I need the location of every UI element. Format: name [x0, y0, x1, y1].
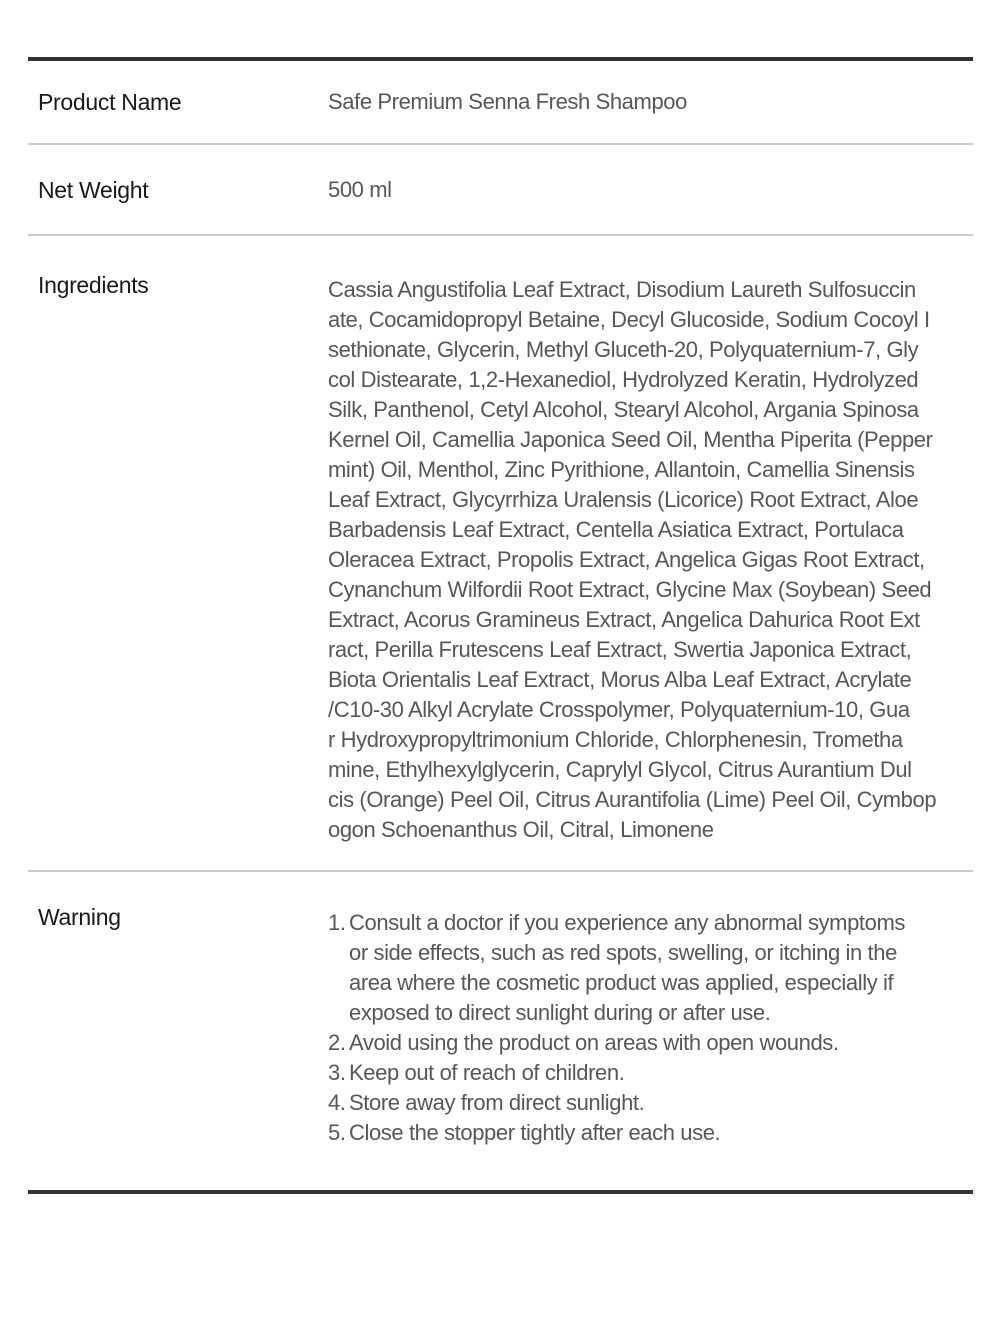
warning-item-number: 5.	[328, 1120, 346, 1145]
warning-item-line: Store away from direct sunlight.	[349, 1090, 645, 1115]
warning-item-number: 4.	[328, 1090, 346, 1115]
ingredients-line: cis (Orange) Peel Oil, Citrus Aurantifolia (Lime) Peel Oil, Cymbop	[328, 787, 937, 812]
net-weight-value: 500 ml	[328, 176, 392, 202]
warning-item-line: or side effects, such as red spots, swelling, or itching in the	[349, 940, 897, 965]
warning-item-line: Close the stopper tightly after each use.	[349, 1120, 721, 1145]
ingredients-line: Extract, Acorus Gramineus Extract, Angelica Dahurica Root Ext	[328, 607, 920, 632]
warning-item-line: Keep out of reach of children.	[349, 1060, 625, 1085]
warning-item-number: 2.	[328, 1030, 346, 1055]
ingredients-line: Silk, Panthenol, Cetyl Alcohol, Stearyl Alcohol, Argania Spinosa	[328, 397, 919, 422]
warning-item	[328, 1118, 973, 1148]
ingredients-line: mine, Ethylhexylglycerin, Caprylyl Glycol, Citrus Aurantium Dul	[328, 757, 912, 782]
net-weight-label: Net Weight	[38, 176, 149, 203]
warning-item-line: Avoid using the product on areas with open wounds.	[349, 1030, 839, 1055]
product-name-label: Product Name	[38, 89, 182, 115]
ingredients-line: r Hydroxypropyltrimonium Chloride, Chlorphenesin, Trometha	[328, 727, 903, 752]
warning-item-number: 1.	[328, 910, 346, 935]
ingredients-line: Cassia Angustifolia Leaf Extract, Disodium Laureth Sulfosuccin	[328, 277, 916, 302]
ingredients-line: Oleracea Extract, Propolis Extract, Angelica Gigas Root Extract,	[328, 547, 925, 572]
warning-item	[328, 908, 973, 1028]
warning-item-text	[349, 1028, 973, 1058]
row-warning	[28, 872, 973, 1190]
warning-item	[328, 1088, 973, 1118]
ingredients-text	[328, 236, 973, 870]
row-ingredients	[28, 236, 973, 872]
ingredients-line: mint) Oil, Menthol, Zinc Pyrithione, Allantoin, Camellia Sinensis	[328, 457, 915, 482]
warning-label: Warning	[38, 904, 121, 930]
ingredients-line: ogon Schoenanthus Oil, Citral, Limonene	[328, 817, 714, 842]
ingredients-line: ract, Perilla Frutescens Leaf Extract, Swertia Japonica Extract,	[328, 637, 912, 662]
warning-item-text	[349, 1058, 973, 1088]
row-net-weight	[28, 145, 973, 236]
warning-list	[328, 872, 973, 1190]
warning-item-line: area where the cosmetic product was applied, especially if	[349, 970, 894, 995]
ingredients-line: col Distearate, 1,2-Hexanediol, Hydrolyzed Keratin, Hydrolyzed	[328, 367, 919, 392]
warning-item	[328, 1058, 973, 1088]
ingredients-line: Cynanchum Wilfordii Root Extract, Glycine Max (Soybean) Seed	[328, 577, 932, 602]
ingredients-line: Leaf Extract, Glycyrrhiza Uralensis (Licorice) Root Extract, Aloe	[328, 487, 919, 512]
warning-item-line: Consult a doctor if you experience any abnormal symptoms	[349, 910, 905, 935]
product-info-table	[28, 57, 973, 1194]
product-name-value: Safe Premium Senna Fresh Shampoo	[328, 89, 687, 114]
ingredients-line: ate, Cocamidopropyl Betaine, Decyl Glucoside, Sodium Cocoyl I	[328, 307, 930, 332]
ingredients-line: /C10-30 Alkyl Acrylate Crosspolymer, Polyquaternium-10, Gua	[328, 697, 910, 722]
warning-item-text	[349, 908, 973, 1028]
warning-item-text	[349, 1088, 973, 1118]
ingredients-line: sethionate, Glycerin, Methyl Gluceth-20, Polyquaternium-7, Gly	[328, 337, 919, 362]
warning-item-text	[349, 1118, 973, 1148]
ingredients-line: Kernel Oil, Camellia Japonica Seed Oil, Mentha Piperita (Pepper	[328, 427, 933, 452]
row-product-name	[28, 61, 973, 145]
ingredients-label: Ingredients	[38, 272, 149, 298]
ingredients-line: Barbadensis Leaf Extract, Centella Asiatica Extract, Portulaca	[328, 517, 904, 542]
warning-item-number: 3.	[328, 1060, 346, 1085]
ingredients-line: Biota Orientalis Leaf Extract, Morus Alba Leaf Extract, Acrylate	[328, 667, 912, 692]
warning-item-line: exposed to direct sunlight during or after use.	[349, 1000, 771, 1025]
warning-item	[328, 1028, 973, 1058]
